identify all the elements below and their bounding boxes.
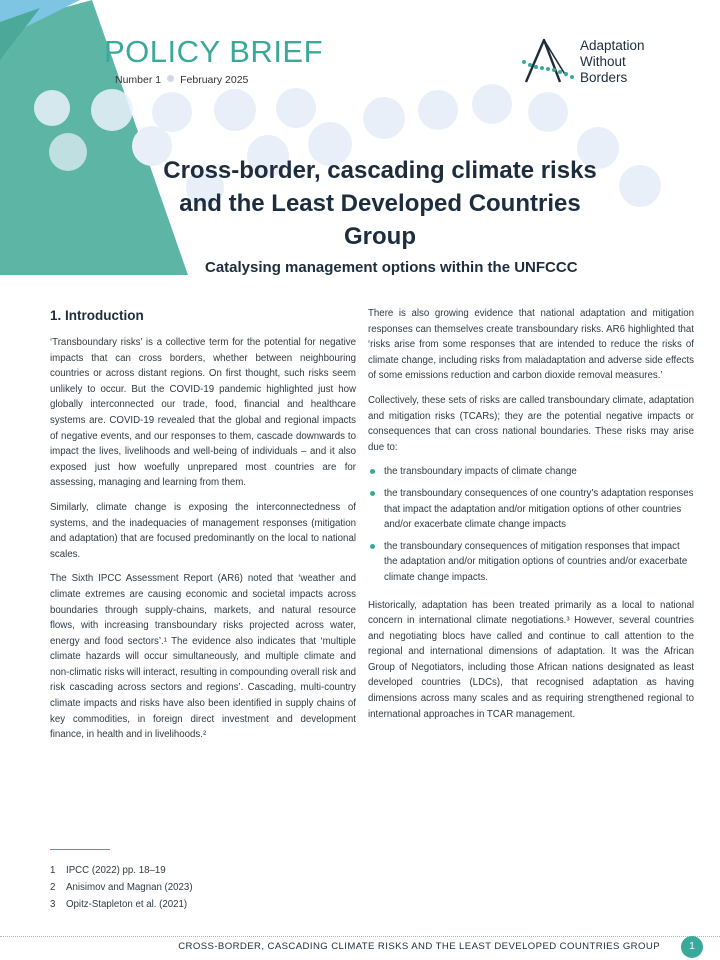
footnote-text: Anisimov and Magnan (2023): [66, 882, 193, 893]
body-paragraph: There is also growing evidence that national adaptation and mitigation responses can themselves create transboundary risks. AR6 highlighted that ‘risks arise from some responses that are intended to reduce the risks of climate change, including risks from maladaptation and adverse side effects of some emissions reduction and carbon dioxide removal measures.’: [368, 308, 694, 382]
footnote-number: 3: [50, 899, 56, 910]
policy-brief-label: POLICY BRIEF: [104, 34, 324, 69]
footnotes: [50, 862, 193, 913]
bullet-list: [368, 464, 694, 585]
body-paragraph: ‘Transboundary risks’ is a collective term for the potential for negative impacts that can cross borders, whether between neighbouring countries or across distant regions. On first thought, such risks seem unlikely to occur. But the COVID-19 pandemic highlighted just how globally interconnected our trade, food, financial and healthcare systems are. COVID-19 revealed that the global and regional impacts of negative events, and our responses to them, cascade downwards to impact the lives, livelihoods and well-being of individuals – and it also exposed just how woefully unprepared most countries are for assessing, managing and learning from them.: [50, 337, 356, 489]
footnote-divider: [50, 849, 110, 850]
footnote-number: 2: [50, 882, 56, 893]
bullet-item: [368, 464, 694, 480]
issue-info: [115, 74, 248, 86]
bullet-dot-icon: [370, 491, 375, 496]
bullet-dot-icon: [370, 544, 375, 549]
footnote: [50, 896, 193, 913]
document-title: Cross-border, cascading climate risks and the Least Developed Countries Group: [163, 157, 597, 250]
footnote: [50, 879, 193, 896]
footnote: [50, 862, 193, 879]
logo-line: Without: [580, 54, 626, 69]
bullet-item: [368, 486, 694, 533]
footnote-text: Opitz-Stapleton et al. (2021): [66, 899, 188, 910]
issue-date: February 2025: [180, 74, 249, 86]
logo-text: [580, 38, 645, 86]
logo-line: Borders: [580, 70, 628, 85]
footnote-number: 1: [50, 865, 56, 876]
bullet-text: the transboundary impacts of climate change: [384, 466, 577, 478]
footer-divider: [0, 936, 720, 937]
body-paragraph: Collectively, these sets of risks are called transboundary climate, adaptation and mitigation risks (TCARs); they are the potential negative impacts or consequences that can cross national boundaries. These risks may arise due to:: [368, 394, 694, 453]
bullet-text: the transboundary consequences of mitigation responses that impact the adaptation and/or mitigation options of countries and/or exacerbate climate change impacts.: [384, 540, 688, 583]
document-subtitle: Catalysing management options within the UNFCCC: [205, 259, 578, 276]
bullet-text: the transboundary consequences of one country’s adaptation responses that impact the adaptation and/or mitigation options of other countries and/or exacerbate climate change impacts: [384, 487, 694, 531]
left-column: [50, 308, 356, 752]
issue-number: Number 1: [115, 74, 162, 86]
footnote-text: IPCC (2022) pp. 18–19: [66, 865, 166, 876]
logo-mark-icon: [520, 36, 574, 88]
page-number-badge: 1: [681, 936, 703, 958]
separator-dot: [167, 75, 174, 82]
bullet-item: [368, 539, 694, 586]
running-footer-title: CROSS-BORDER, CASCADING CLIMATE RISKS AND THE LEAST DEVELOPED COUNTRIES GROUP: [178, 941, 660, 952]
right-column: [368, 306, 694, 731]
adaptation-without-borders-logo: [520, 36, 700, 90]
bullet-dot-icon: [370, 469, 375, 474]
section-heading: 1. Introduction: [50, 308, 144, 323]
body-paragraph: Similarly, climate change is exposing the interconnectedness of systems, and the inadequacies of management responses (mitigation and adaptation) that are focused predominantly on the local to national scales.: [50, 501, 356, 560]
body-paragraph: Historically, adaptation has been treated primarily as a local to national concern in international climate negotiations.³ However, several countries and negotiating blocs have called and continue to call attention to the regional and international dimensions of adaptation. It was the African Group of Negotiators, including those African nations designated as least developed countries (LDCs), that recognised adaptation as having dimensions across many scales and as requiring strengthened regional to international approaches in TCAR management.: [368, 599, 694, 720]
logo-line: Adaptation: [580, 38, 645, 53]
body-paragraph: The Sixth IPCC Assessment Report (AR6) noted that ‘weather and climate extremes are causing economic and societal impacts across boundaries through supply-chains, markets, and natural resource flows, with increasing transboundary risks projected across water, energy and food sectors’.¹ The evidence also indicates that ‘multiple climate hazards will occur simultaneously, and multiple climate and non-climatic risks will interact, resulting in compounding overall risk and risk cascading across sectors and regions’. Cascading, multi-country climate impacts and risks have also been identified in supply chains of key commodities, in foreign direct investment and development finance, in health and in livelihoods.²: [50, 573, 356, 741]
